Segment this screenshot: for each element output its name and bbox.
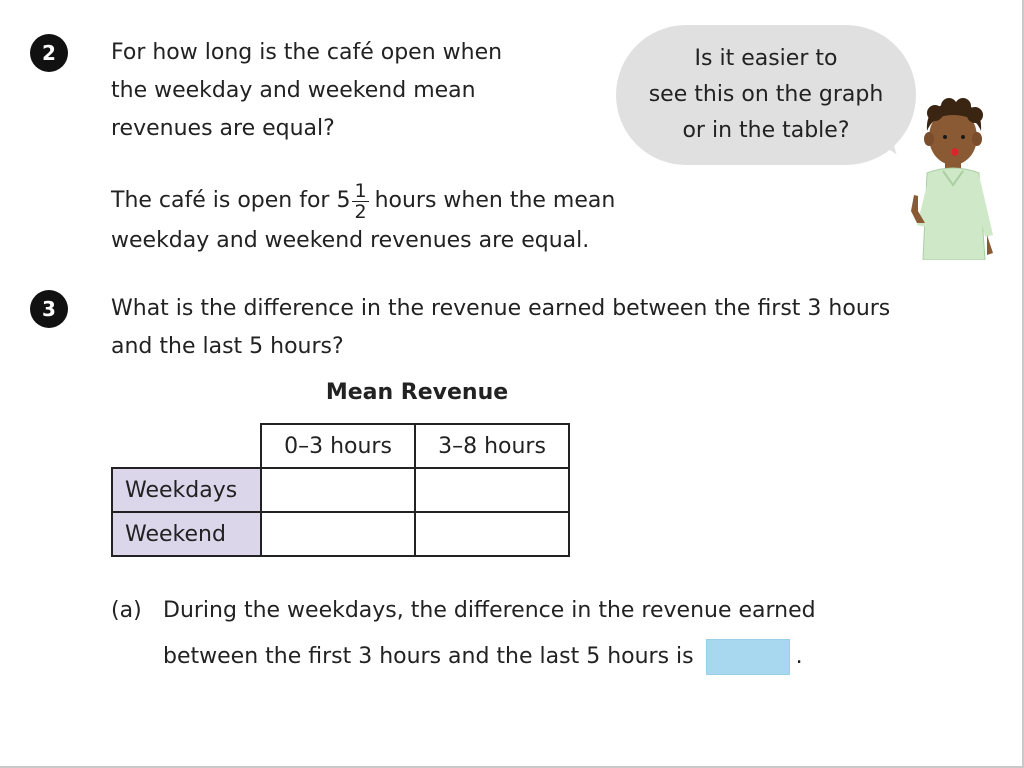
table-row <box>112 512 569 556</box>
part-a-label: (a) <box>111 598 142 623</box>
table-cell-input[interactable] <box>261 468 415 512</box>
question-3-line: and the last 5 hours? <box>111 334 344 359</box>
bubble-line: Is it easier to <box>694 46 838 71</box>
fraction-one-half <box>352 181 368 222</box>
table-cell-input[interactable] <box>415 512 569 556</box>
answer-line-2: weekday and weekend revenues are equal. <box>111 228 590 253</box>
row-header: Weekdays <box>112 468 261 512</box>
part-a-line-2 <box>163 634 803 680</box>
answer-suffix: hours when the mean <box>374 188 616 213</box>
table-header-row <box>112 424 569 468</box>
fraction-denominator: 2 <box>354 200 367 223</box>
table-cell-input[interactable] <box>415 468 569 512</box>
table-corner-cell <box>112 424 261 468</box>
end-punctuation: . <box>795 644 803 669</box>
table-cell-input[interactable] <box>261 512 415 556</box>
table-row <box>112 468 569 512</box>
child-character-icon <box>905 95 1005 260</box>
fraction-numerator: 1 <box>354 179 367 202</box>
bubble-line: or in the table? <box>682 118 850 143</box>
question-2-line: revenues are equal? <box>111 116 335 141</box>
question-number-2: 2 <box>30 34 68 72</box>
column-header: 0–3 hours <box>261 424 415 468</box>
question-number-3: 3 <box>30 290 68 328</box>
bubble-line: see this on the graph <box>648 82 884 107</box>
question-2-answer <box>111 178 731 264</box>
question-2-line: the weekday and weekend mean <box>111 78 476 103</box>
row-header: Weekend <box>112 512 261 556</box>
answer-prefix: The café is open for 5 <box>111 188 351 213</box>
mean-revenue-table <box>111 423 570 557</box>
question-3-line: What is the difference in the revenue earned between the first 3 hours <box>111 296 891 321</box>
part-a-line-1: During the weekdays, the difference in the revenue earned <box>163 598 816 623</box>
question-3-text <box>111 290 991 366</box>
table-title: Mean Revenue <box>325 380 509 405</box>
answer-input-box[interactable] <box>706 639 790 675</box>
question-2-line: For how long is the café open when <box>111 40 503 65</box>
column-header: 3–8 hours <box>415 424 569 468</box>
part-a-line-2-text: between the first 3 hours and the last 5 hours is <box>163 644 694 669</box>
question-2-text <box>111 34 581 148</box>
